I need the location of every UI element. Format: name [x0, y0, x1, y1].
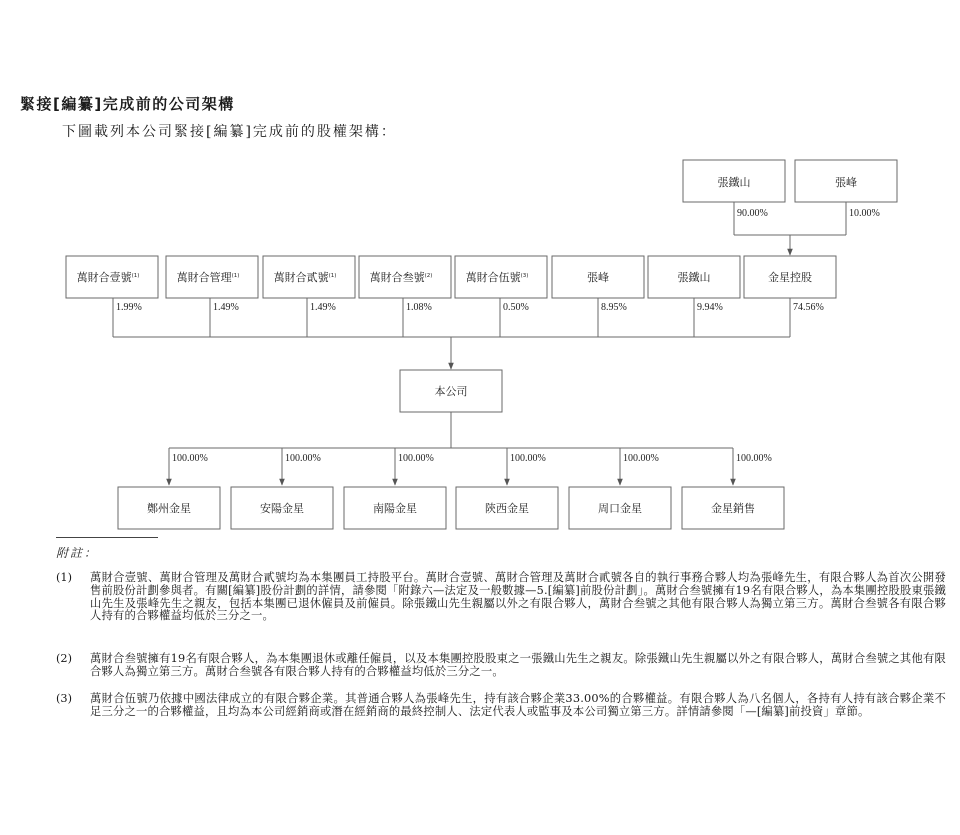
shareholder-box: [455, 256, 547, 298]
shareholder-name: 萬財合伍號$^{(3)}$: [465, 271, 529, 284]
note-text: 萬財合伍號乃依據中國法律成立的有限合夥企業。其普通合夥人為張峰先生，持有該合夥企業33.00%的合夥權益。有限合夥人為八名個人，各持有人持有該合夥企業不足三分之一的合夥權益，且均為本公司經銷商或潛在經銷商的最終控制人、法定代表人或監事及本公司獨立第三方。詳情請參閱「—[編纂]前投資」章節。: [90, 692, 946, 718]
note-item: [56, 572, 946, 623]
top-owner-box: [683, 160, 785, 202]
subsidiary-box: [231, 487, 333, 529]
section-heading: 緊接[編纂]完成前的公司架構: [20, 95, 235, 113]
note-item: [56, 653, 946, 679]
ownership-percentage: 8.95%: [601, 302, 627, 313]
ownership-percentage: 100.00%: [623, 453, 659, 464]
shareholder-box: [359, 256, 451, 298]
shareholder-box: [263, 256, 355, 298]
ownership-percentage: 100.00%: [285, 453, 321, 464]
shareholder-name: 萬財合壹號$^{(1)}$: [76, 271, 140, 284]
note-text: 萬財合壹號、萬財合管理及萬財合貳號均為本集團員工持股平台。萬財合壹號、萬財合管理及萬財合貳號各自的執行事務合夥人均為張峰先生，有限合夥人為首次公開發售前股份計劃參與者。有關[編纂]股份計劃的詳情，請參閱「附錄六—法定及一般數據—5.[編纂]前股份計劃」。萬財合叁號擁有19名有限合夥人，為本集團控股股東張鐵山先生及張峰先生之親友，包括本集團已退休僱員及前僱員。除張鐵山先生親屬以外之有限合夥人，萬財合叁號之其他有限合夥人為獨立第三方。萬財合叁號各有限合夥人持有的合夥權益均低於三分之一。: [90, 571, 946, 623]
note-number: (1): [56, 571, 73, 584]
ownership-percentage: 1.49%: [310, 302, 336, 313]
shareholder-box: [552, 256, 644, 298]
shareholder-name: 萬財合貳號$^{(1)}$: [273, 271, 337, 284]
ownership-percentage: 9.94%: [697, 302, 723, 313]
subsidiary-name: 金星銷售: [711, 502, 755, 515]
ownership-percentage: 1.99%: [116, 302, 142, 313]
subsidiary-name: 周口金星: [598, 502, 642, 515]
subsidiary-name: 陝西金星: [485, 502, 529, 515]
ownership-percentage: 1.49%: [213, 302, 239, 313]
ownership-percentage: 100.00%: [172, 453, 208, 464]
company-name: 本公司: [434, 385, 468, 398]
ownership-percentage: 100.00%: [398, 453, 434, 464]
ownership-percentage: 10.00%: [849, 208, 880, 219]
shareholder-name: 張鐵山: [677, 271, 711, 284]
subsidiary-box: [344, 487, 446, 529]
company-box: [400, 370, 502, 412]
notes-title: 附註：: [56, 546, 99, 560]
shareholder-name: 萬財合管理$^{(1)}$: [176, 271, 240, 284]
shareholder-box: [744, 256, 836, 298]
subsidiary-box: [118, 487, 220, 529]
ownership-percentage: 74.56%: [793, 302, 824, 313]
note-number: (2): [56, 652, 73, 665]
shareholder-box: [648, 256, 740, 298]
note-text: 萬財合叁號擁有19名有限合夥人，為本集團退休或離任僱員，以及本集團控股股東之一張鐵山先生之親友。除張鐵山先生親屬以外之有限合夥人，萬財合叁號之其他有限合夥人為獨立第三方。萬財合叁號各有限合夥人持有的合夥權益均低於三分之一。: [90, 652, 946, 678]
note-number: (3): [56, 692, 73, 705]
subsidiary-box: [682, 487, 784, 529]
ownership-percentage: 90.00%: [737, 208, 768, 219]
top-owner-name: 張峰: [835, 176, 857, 189]
shareholder-name: 張峰: [587, 271, 609, 284]
shareholder-box: [66, 256, 158, 298]
ownership-percentage: 100.00%: [510, 453, 546, 464]
ownership-percentage: 1.08%: [406, 302, 432, 313]
top-owner-box: [795, 160, 897, 202]
intro-text: 下圖載列本公司緊接[編纂]完成前的股權架構：: [62, 124, 397, 140]
subsidiary-name: 鄭州金星: [147, 502, 191, 515]
shareholder-box: [166, 256, 258, 298]
top-owner-name: 張鐵山: [717, 176, 751, 189]
ownership-percentage: 0.50%: [503, 302, 529, 313]
shareholder-name: 萬財合叁號$^{(2)}$: [369, 271, 433, 284]
note-item: [56, 693, 946, 719]
subsidiary-name: 安陽金星: [260, 502, 304, 515]
notes-divider: [56, 537, 158, 538]
ownership-percentage: 100.00%: [736, 453, 772, 464]
subsidiary-box: [456, 487, 558, 529]
subsidiary-name: 南陽金星: [373, 502, 417, 515]
subsidiary-box: [569, 487, 671, 529]
shareholder-name: 金星控股: [768, 271, 812, 284]
